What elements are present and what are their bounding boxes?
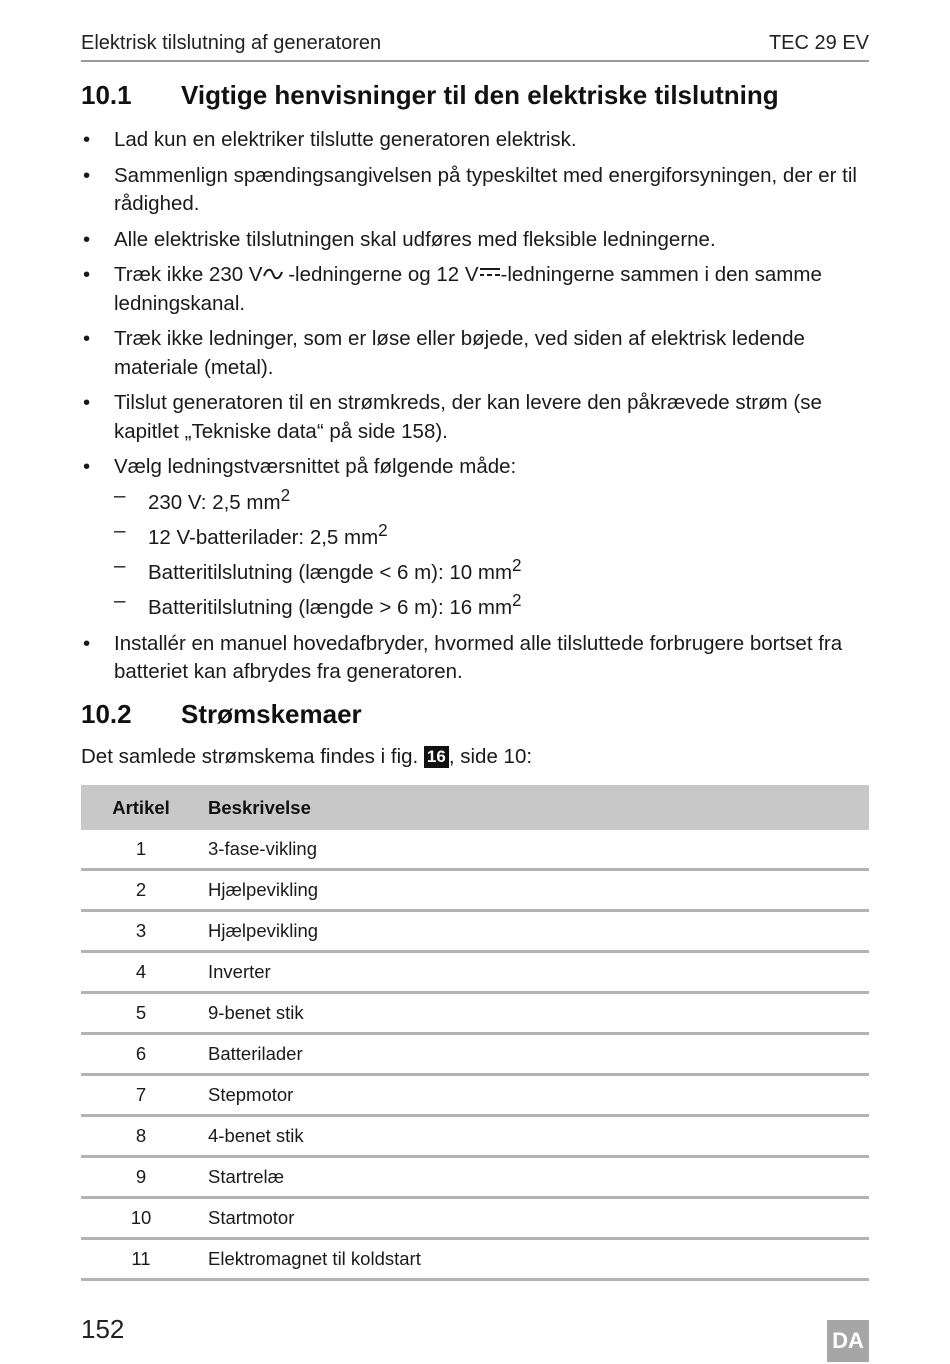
cell-description: 9-benet stik bbox=[201, 993, 869, 1034]
list-item bbox=[81, 453, 871, 623]
cell-article: 9 bbox=[81, 1157, 201, 1198]
list-item-text: Installér en manuel hovedafbryder, hvormed alle tilsluttede forbrugere bortset fra batteriet kan afbrydes fra generatoren. bbox=[114, 631, 843, 684]
sub-list-item bbox=[114, 482, 871, 517]
table-row bbox=[81, 830, 869, 870]
cell-article: 11 bbox=[81, 1239, 201, 1280]
list-item-text: Træk ikke ledninger, som er løse eller bøjede, ved siden af elektrisk ledende materiale (metal). bbox=[114, 327, 805, 379]
sub-list-item bbox=[114, 517, 871, 552]
section-number: 10.1 bbox=[81, 80, 132, 110]
section-heading-10-2 bbox=[81, 699, 362, 730]
cell-article: 6 bbox=[81, 1034, 201, 1075]
language-badge: DA bbox=[827, 1320, 869, 1362]
cell-description: 4-benet stik bbox=[201, 1116, 869, 1157]
section-title: Vigtige henvisninger til den elektriske tilslutning bbox=[181, 80, 779, 110]
figure-reference[interactable]: 16 bbox=[424, 746, 449, 768]
sub-list-item bbox=[114, 552, 871, 587]
intro-text: , side 10: bbox=[448, 745, 533, 768]
page-number: 152 bbox=[81, 1314, 125, 1344]
parts-table bbox=[81, 785, 869, 1281]
table-row bbox=[81, 952, 869, 993]
cell-description: Inverter bbox=[201, 952, 869, 993]
list-item bbox=[81, 325, 871, 382]
table-row bbox=[81, 1157, 869, 1198]
cell-description: 3-fase-vikling bbox=[201, 830, 869, 870]
list-item bbox=[81, 226, 871, 255]
instruction-list bbox=[81, 126, 871, 694]
header-model: TEC 29 EV bbox=[768, 32, 869, 54]
section-number: 10.2 bbox=[81, 699, 132, 729]
cell-description: Hjælpevikling bbox=[201, 911, 869, 952]
list-item-text: Vælg ledningstværsnittet på følgende måde: bbox=[114, 455, 517, 478]
table-row bbox=[81, 1116, 869, 1157]
column-header-description: Beskrivelse bbox=[201, 785, 869, 830]
table-row bbox=[81, 1198, 869, 1239]
cell-article: 3 bbox=[81, 911, 201, 952]
list-item-text: Sammenlign spændingsangivelsen på typeskiltet med energiforsyningen, der er til rådighed. bbox=[114, 163, 857, 215]
list-item bbox=[81, 126, 871, 155]
list-item bbox=[81, 630, 871, 687]
list-item-text: Træk ikke 230 V bbox=[114, 263, 263, 286]
cell-description: Hjælpevikling bbox=[201, 870, 869, 911]
list-item-text: -ledningerne sammen i den samme ledningskanal. bbox=[114, 263, 822, 315]
cell-article: 8 bbox=[81, 1116, 201, 1157]
table-row bbox=[81, 870, 869, 911]
list-item-text: -ledningerne og 12 V bbox=[282, 263, 479, 286]
cell-article: 2 bbox=[81, 870, 201, 911]
list-item-text: Alle elektriske tilslutningen skal udføres med fleksible ledningerne. bbox=[114, 227, 716, 251]
sub-item-text: Batteritilslutning (længde < 6 m): 10 mm bbox=[148, 560, 513, 584]
cross-section-list bbox=[114, 482, 871, 623]
sub-list-item bbox=[114, 587, 871, 622]
section-title: Strømskemaer bbox=[181, 699, 362, 729]
cell-description: Stepmotor bbox=[201, 1075, 869, 1116]
unit-superscript: 2 bbox=[280, 485, 291, 505]
table-row bbox=[81, 1034, 869, 1075]
cell-article: 1 bbox=[81, 830, 201, 870]
column-header-article: Artikel bbox=[81, 785, 201, 830]
cell-article: 5 bbox=[81, 993, 201, 1034]
cell-description: Elektromagnet til koldstart bbox=[201, 1239, 869, 1280]
cell-description: Startrelæ bbox=[201, 1157, 869, 1198]
page-header bbox=[81, 30, 869, 62]
table-row bbox=[81, 911, 869, 952]
cell-article: 7 bbox=[81, 1075, 201, 1116]
direct-current-icon bbox=[479, 264, 501, 280]
list-item bbox=[81, 162, 871, 219]
sub-item-text: 230 V: 2,5 mm bbox=[148, 490, 281, 514]
unit-superscript: 2 bbox=[512, 591, 522, 611]
list-item bbox=[81, 261, 871, 318]
table-row bbox=[81, 1075, 869, 1116]
table-header-row bbox=[81, 785, 869, 830]
alternating-current-icon bbox=[263, 264, 283, 284]
list-item-text: Lad kun en elektriker tilslutte generatoren elektrisk. bbox=[114, 128, 577, 151]
cell-description: Startmotor bbox=[201, 1198, 869, 1239]
sub-item-text: Batteritilslutning (længde > 6 m): 16 mm bbox=[148, 596, 513, 620]
section-heading-10-1 bbox=[81, 80, 779, 111]
unit-superscript: 2 bbox=[378, 520, 388, 540]
cell-article: 4 bbox=[81, 952, 201, 993]
table-row bbox=[81, 1239, 869, 1280]
header-section-title: Elektrisk tilslutning af generatoren bbox=[81, 32, 382, 54]
sub-item-text: 12 V-batterilader: 2,5 mm bbox=[148, 525, 379, 549]
intro-text: Det samlede strømskema findes i fig. bbox=[81, 745, 424, 768]
list-item-text: Tilslut generatoren til en strømkreds, der kan levere den påkrævede strøm (se kapitlet „Tekniske data“ på side 158). bbox=[114, 391, 822, 443]
unit-superscript: 2 bbox=[512, 556, 522, 576]
schematic-intro bbox=[81, 745, 532, 769]
table-row bbox=[81, 993, 869, 1034]
cell-article: 10 bbox=[81, 1198, 201, 1239]
table-body bbox=[81, 830, 869, 1280]
list-item bbox=[81, 389, 871, 446]
cell-description: Batterilader bbox=[201, 1034, 869, 1075]
